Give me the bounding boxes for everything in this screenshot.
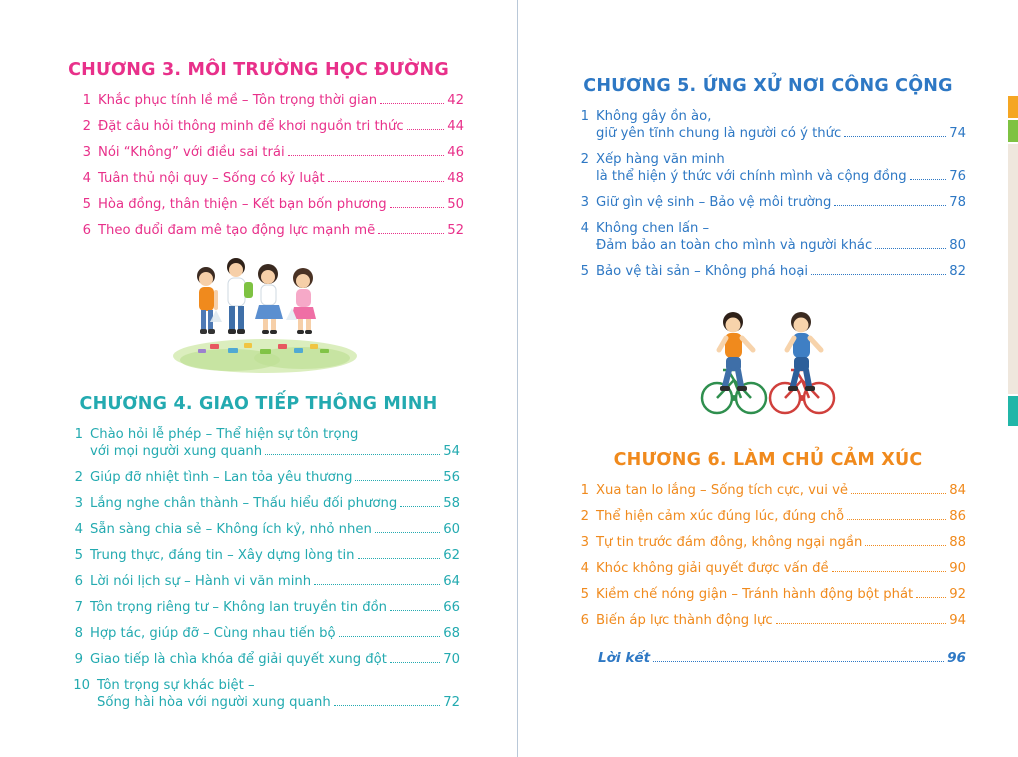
entry-page: 82 bbox=[949, 264, 966, 279]
entry-body bbox=[596, 220, 966, 254]
entry-page: 74 bbox=[949, 126, 966, 141]
entry-number: 4 bbox=[580, 221, 589, 236]
closing-page: 96 bbox=[947, 650, 966, 666]
leader-dots bbox=[288, 155, 445, 156]
entry-title: Thể hiện cảm xúc đúng lúc, đúng chỗ bbox=[596, 509, 845, 524]
leader-dots bbox=[328, 181, 445, 182]
entry-number: 5 bbox=[82, 197, 91, 212]
entry-title: Tự tin trước đám đông, không ngại ngần bbox=[596, 535, 863, 550]
entry-number: 5 bbox=[580, 264, 589, 279]
entry-page: 84 bbox=[949, 483, 966, 498]
leader-dots bbox=[875, 248, 946, 249]
leader-dots bbox=[832, 571, 947, 572]
list-item[interactable] bbox=[576, 560, 966, 577]
entry-title: Chào hỏi lễ phép – Thể hiện sự tôn trọng bbox=[90, 427, 359, 442]
chapter-6-title: CHƯƠNG 6. LÀM CHỦ CẢM XÚC bbox=[613, 450, 923, 470]
entry-body bbox=[596, 108, 966, 142]
toc-list-chapter-6 bbox=[576, 482, 966, 629]
list-item[interactable] bbox=[576, 151, 966, 185]
edge-tab-orange bbox=[1008, 96, 1018, 118]
entry-page: 78 bbox=[949, 195, 966, 210]
entry-body bbox=[596, 263, 966, 280]
entry-body bbox=[596, 560, 966, 577]
chapter-4-title: CHƯƠNG 4. GIAO TIẾP THÔNG MINH bbox=[79, 394, 438, 414]
entry-page: 56 bbox=[443, 470, 460, 485]
leader-dots bbox=[358, 558, 441, 559]
entry-title: Giúp đỡ nhiệt tình – Lan tỏa yêu thương bbox=[90, 470, 353, 485]
list-item[interactable] bbox=[78, 222, 464, 239]
entry-body bbox=[97, 677, 460, 711]
entry-title: Khóc không giải quyết được vấn đề bbox=[596, 561, 829, 576]
entry-title: Sẵn sàng chia sẻ – Không ích kỷ, nhỏ nhen bbox=[90, 522, 372, 537]
entry-page: 94 bbox=[949, 613, 966, 628]
entry-body bbox=[90, 495, 460, 512]
leader-dots bbox=[834, 205, 946, 206]
entry-title: Lời nói lịch sự – Hành vi văn minh bbox=[90, 574, 312, 589]
entry-number: 3 bbox=[580, 195, 589, 210]
entry-body bbox=[596, 508, 966, 525]
entry-number: 3 bbox=[82, 145, 91, 160]
list-item[interactable] bbox=[78, 92, 464, 109]
entry-body bbox=[90, 469, 460, 486]
list-item[interactable] bbox=[576, 108, 966, 142]
list-item[interactable] bbox=[576, 612, 966, 629]
entry-page: 46 bbox=[447, 145, 464, 160]
list-item[interactable] bbox=[576, 482, 966, 499]
chapter-3-toc bbox=[78, 92, 464, 248]
leader-dots bbox=[776, 623, 947, 624]
list-item[interactable] bbox=[70, 677, 460, 711]
entry-body bbox=[90, 521, 460, 538]
entry-title-line2: với mọi người xung quanh bbox=[90, 444, 263, 459]
students-picking-up-litter-illustration bbox=[170, 248, 360, 376]
list-item[interactable] bbox=[78, 144, 464, 161]
two-children-riding-bicycles-illustration bbox=[693, 300, 843, 425]
entry-title-line2: Đảm bảo an toàn cho mình và người khác bbox=[596, 238, 873, 253]
entry-number: 2 bbox=[580, 509, 589, 524]
entry-number: 2 bbox=[580, 152, 589, 167]
leader-dots bbox=[314, 584, 440, 585]
entry-body bbox=[90, 573, 460, 590]
leader-dots bbox=[400, 506, 440, 507]
edge-tab-beige bbox=[1008, 144, 1018, 394]
entry-body bbox=[98, 222, 464, 239]
entry-title: Giao tiếp là chìa khóa để giải quyết xung đột bbox=[90, 652, 387, 667]
list-item[interactable] bbox=[576, 586, 966, 603]
entry-number: 5 bbox=[580, 587, 589, 602]
leader-dots bbox=[847, 519, 946, 520]
list-item[interactable] bbox=[576, 263, 966, 280]
list-item[interactable] bbox=[70, 521, 460, 538]
entry-body bbox=[90, 599, 460, 616]
entry-number: 4 bbox=[74, 522, 83, 537]
entry-page: 86 bbox=[949, 509, 966, 524]
list-item[interactable] bbox=[70, 547, 460, 564]
entry-title: Tuân thủ nội quy – Sống có kỷ luật bbox=[98, 171, 325, 186]
entry-number: 1 bbox=[580, 109, 589, 124]
entry-title: Khắc phục tính lề mề – Tôn trọng thời gian bbox=[98, 93, 378, 108]
entry-page: 64 bbox=[443, 574, 460, 589]
chapter-3-title: CHƯƠNG 3. MÔI TRƯỜNG HỌC ĐƯỜNG bbox=[68, 60, 449, 80]
entry-page: 88 bbox=[949, 535, 966, 550]
entry-title: Tôn trọng sự khác biệt – bbox=[97, 678, 255, 693]
leader-dots bbox=[811, 274, 946, 275]
list-item[interactable] bbox=[70, 651, 460, 668]
list-item[interactable] bbox=[78, 196, 464, 213]
entry-page: 58 bbox=[443, 496, 460, 511]
list-item[interactable] bbox=[78, 118, 464, 135]
leader-dots bbox=[375, 532, 440, 533]
chapter-5-title: CHƯƠNG 5. ỨNG XỬ NƠI CÔNG CỘNG bbox=[583, 76, 953, 96]
entry-number: 1 bbox=[580, 483, 589, 498]
entry-page: 68 bbox=[443, 626, 460, 641]
entry-body bbox=[98, 144, 464, 161]
entry-body bbox=[596, 151, 966, 185]
entry-number: 6 bbox=[82, 223, 91, 238]
entry-title: Tôn trọng riêng tư – Không lan truyền tin đồn bbox=[90, 600, 388, 615]
leader-dots bbox=[390, 610, 440, 611]
entry-page: 92 bbox=[949, 587, 966, 602]
list-item[interactable] bbox=[70, 495, 460, 512]
entry-title-line2: Sống hài hòa với người xung quanh bbox=[97, 695, 331, 710]
entry-page: 72 bbox=[443, 695, 460, 710]
entry-page: 52 bbox=[447, 223, 464, 238]
entry-title: Bảo vệ tài sản – Không phá hoại bbox=[596, 264, 809, 279]
entry-page: 50 bbox=[447, 197, 464, 212]
list-item[interactable] bbox=[70, 625, 460, 642]
entry-body bbox=[98, 196, 464, 213]
chapter-6-toc bbox=[576, 482, 966, 638]
entry-number: 4 bbox=[82, 171, 91, 186]
illustration-svg bbox=[170, 248, 360, 376]
entry-number: 6 bbox=[580, 613, 589, 628]
entry-number: 1 bbox=[82, 93, 91, 108]
edge-tab-green bbox=[1008, 120, 1018, 142]
leader-dots bbox=[265, 454, 440, 455]
entry-title: Lắng nghe chân thành – Thấu hiểu đối phương bbox=[90, 496, 398, 511]
leader-dots bbox=[339, 636, 441, 637]
list-item[interactable] bbox=[70, 573, 460, 590]
list-item[interactable] bbox=[70, 599, 460, 616]
toc-list-chapter-3 bbox=[78, 92, 464, 239]
leader-dots bbox=[378, 233, 444, 234]
entry-page: 54 bbox=[443, 444, 460, 459]
entry-number: 1 bbox=[74, 427, 83, 442]
entry-title: Giữ gìn vệ sinh – Bảo vệ môi trường bbox=[596, 195, 832, 210]
entry-title: Không chen lấn – bbox=[596, 221, 710, 236]
list-item[interactable] bbox=[576, 220, 966, 254]
list-item[interactable] bbox=[70, 426, 460, 460]
entry-page: 66 bbox=[443, 600, 460, 615]
entry-number: 4 bbox=[580, 561, 589, 576]
list-item[interactable] bbox=[576, 194, 966, 211]
entry-page: 62 bbox=[443, 548, 460, 563]
entry-number: 3 bbox=[74, 496, 83, 511]
leader-dots bbox=[334, 705, 441, 706]
entry-page: 70 bbox=[443, 652, 460, 667]
entry-number: 8 bbox=[74, 626, 83, 641]
leader-dots bbox=[916, 597, 946, 598]
edge-tab-teal bbox=[1008, 396, 1018, 426]
entry-title: Hòa đồng, thân thiện – Kết bạn bốn phương bbox=[98, 197, 387, 212]
leader-dots bbox=[380, 103, 444, 104]
list-item[interactable] bbox=[70, 469, 460, 486]
leader-dots bbox=[407, 129, 445, 130]
list-item[interactable] bbox=[78, 170, 464, 187]
entry-title-line2: là thể hiện ý thức với chính mình và cộng đồng bbox=[596, 169, 907, 184]
entry-title: Trung thực, đáng tin – Xây dựng lòng tin bbox=[90, 548, 355, 563]
entry-page: 48 bbox=[447, 171, 464, 186]
entry-number: 3 bbox=[580, 535, 589, 550]
leader-dots bbox=[844, 136, 946, 137]
entry-page: 44 bbox=[447, 119, 464, 134]
leader-dots bbox=[851, 493, 946, 494]
chapter-5-toc bbox=[576, 108, 966, 289]
entry-number: 6 bbox=[74, 574, 83, 589]
entry-body bbox=[596, 194, 966, 211]
right-page-column bbox=[518, 0, 1018, 757]
entry-number: 7 bbox=[74, 600, 83, 615]
entry-page: 42 bbox=[447, 93, 464, 108]
entry-number: 2 bbox=[82, 119, 91, 134]
leader-dots bbox=[390, 662, 440, 663]
leader-dots bbox=[865, 545, 946, 546]
toc-list-chapter-4 bbox=[70, 426, 460, 711]
entry-number: 10 bbox=[73, 678, 90, 693]
list-item[interactable] bbox=[576, 534, 966, 551]
entry-body bbox=[90, 426, 460, 460]
entry-body bbox=[596, 482, 966, 499]
entry-title: Xếp hàng văn minh bbox=[596, 152, 725, 167]
closing-label: Lời kết bbox=[598, 650, 651, 666]
illustration-svg bbox=[693, 300, 843, 425]
list-item[interactable] bbox=[576, 508, 966, 525]
entry-body bbox=[596, 586, 966, 603]
leader-dots bbox=[910, 179, 947, 180]
entry-page: 90 bbox=[949, 561, 966, 576]
entry-title: Theo đuổi đam mê tạo động lực mạnh mẽ bbox=[98, 223, 376, 238]
entry-body bbox=[90, 625, 460, 642]
entry-title: Đặt câu hỏi thông minh để khơi nguồn tri thức bbox=[98, 119, 404, 134]
entry-page: 76 bbox=[949, 169, 966, 184]
entry-title: Nói “Không” với điều sai trái bbox=[98, 145, 285, 160]
entry-title: Kiềm chế nóng giận – Tránh hành động bột phát bbox=[596, 587, 914, 602]
entry-body bbox=[596, 534, 966, 551]
entry-page: 60 bbox=[443, 522, 460, 537]
entry-number: 5 bbox=[74, 548, 83, 563]
entry-body bbox=[98, 118, 464, 135]
closing-entry[interactable] bbox=[598, 650, 966, 666]
entry-page: 80 bbox=[949, 238, 966, 253]
entry-number: 9 bbox=[74, 652, 83, 667]
toc-list-chapter-5 bbox=[576, 108, 966, 280]
page-edge-tabs bbox=[1008, 96, 1018, 426]
entry-number: 2 bbox=[74, 470, 83, 485]
entry-body bbox=[596, 612, 966, 629]
entry-title: Biến áp lực thành động lực bbox=[596, 613, 773, 628]
chapter-4-toc bbox=[70, 426, 460, 720]
leader-dots bbox=[390, 207, 445, 208]
entry-body bbox=[98, 92, 464, 109]
entry-title: Hợp tác, giúp đỡ – Cùng nhau tiến bộ bbox=[90, 626, 336, 641]
entry-body bbox=[90, 547, 460, 564]
entry-title: Xua tan lo lắng – Sống tích cực, vui vẻ bbox=[596, 483, 849, 498]
entry-title: Không gây ồn ào, bbox=[596, 109, 712, 124]
entry-body bbox=[98, 170, 464, 187]
entry-title-line2: giữ yên tĩnh chung là người có ý thức bbox=[596, 126, 842, 141]
entry-body bbox=[90, 651, 460, 668]
leader-dots bbox=[355, 480, 440, 481]
leader-dots bbox=[653, 661, 944, 662]
